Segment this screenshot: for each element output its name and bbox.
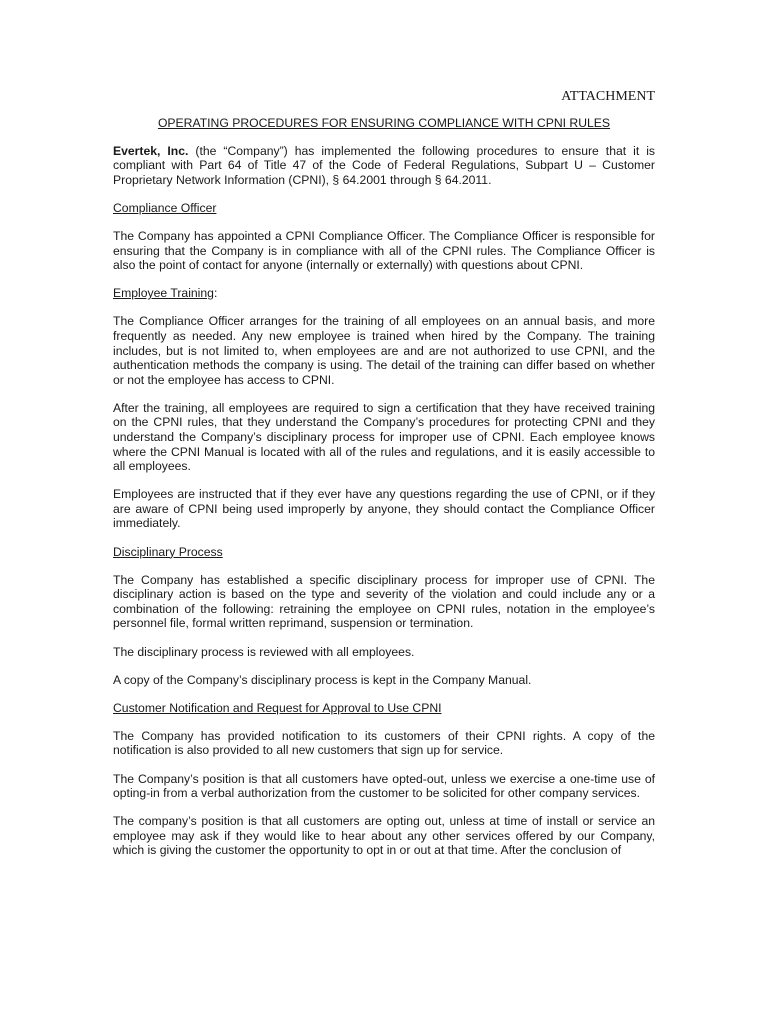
intro-paragraph — [113, 144, 655, 188]
section-heading-employee-training-colon: : — [213, 286, 218, 301]
document-title: OPERATING PROCEDURES FOR ENSURING COMPLIANCE WITH CPNI RULES — [157, 116, 611, 130]
section-heading-employee-training-row — [113, 286, 655, 301]
section-heading-employee-training: Employee Training — [113, 286, 214, 301]
customer-notification-paragraph-2: The Company’s position is that all customers have opted-out, unless we exercise a one-time use of opting-in from a verbal authorization from the customer to be solicited for other company services. — [113, 771, 655, 801]
disciplinary-process-paragraph-2: The disciplinary process is reviewed with all employees. — [113, 644, 415, 659]
section-heading-customer-notification: Customer Notification and Request for Approval to Use CPNI — [113, 700, 442, 715]
compliance-officer-paragraph-1: The Company has appointed a CPNI Compliance Officer. The Compliance Officer is responsible for ensuring that the Company is in compliance with all of the CPNI rules. The Compliance Officer is also the point of contact for anyone (internally or externally) with questions about CPNI. — [113, 228, 655, 273]
document-page — [113, 88, 655, 871]
attachment-label: ATTACHMENT — [561, 89, 655, 104]
employee-training-paragraph-3: Employees are instructed that if they ever have any questions regarding the use of CPNI, or if they are aware of CPNI being used improperly by anyone, they should contact the Compliance Officer immediately. — [113, 487, 655, 531]
intro-text: (the “Company”) has implemented the following procedures to ensure that it is compliant with Part 64 of Title 47 of the Code of Federal Regulations, Subpart U – Customer Proprietary Network Information (CPNI), § 64.2001 through § 64.2011. — [113, 143, 656, 187]
section-heading-compliance-officer: Compliance Officer — [113, 200, 217, 215]
employee-training-paragraph-1: The Compliance Officer arranges for the training of all employees on an annual basis, and more frequently as needed. Any new employee is trained when hired by the Company. The training includes, but is not limited to, when employees are and are not authorized to use CPNI, and the authentication methods the company is using. The detail of the training can differ based on whether or not the employee has access to CPNI. — [113, 314, 655, 387]
section-heading-disciplinary-process: Disciplinary Process — [113, 544, 223, 559]
employee-training-paragraph-2: After the training, all employees are required to sign a certification that they have received training on the CPNI rules, that they understand the Company’s procedures for protecting CPNI and they understand the Company’s disciplinary process for improper use of CPNI. Each employee knows where the CPNI Manual is located with all of the rules and regulations, and it is easily accessible to all employees. — [113, 400, 655, 474]
company-name: Evertek, Inc. — [113, 143, 189, 158]
disciplinary-process-paragraph-3: A copy of the Company’s disciplinary process is kept in the Company Manual. — [113, 672, 532, 687]
disciplinary-process-paragraph-1: The Company has established a specific disciplinary process for improper use of CPNI. The disciplinary action is based on the type and severity of the violation and could include any or a combination of the following: retraining the employee on CPNI rules, notation in the employee’s personnel file, formal written reprimand, suspension or termination. — [113, 572, 655, 631]
customer-notification-paragraph-3: The company’s position is that all customers are opting out, unless at time of install or service an employee may ask if they would like to hear about any other services offered by our Company, which is giving the customer the opportunity to opt in or out at that time. After the conclusion of — [113, 814, 655, 858]
customer-notification-paragraph-1: The Company has provided notification to its customers of their CPNI rights. A copy of the notification is also provided to all new customers that sign up for service. — [113, 728, 655, 758]
